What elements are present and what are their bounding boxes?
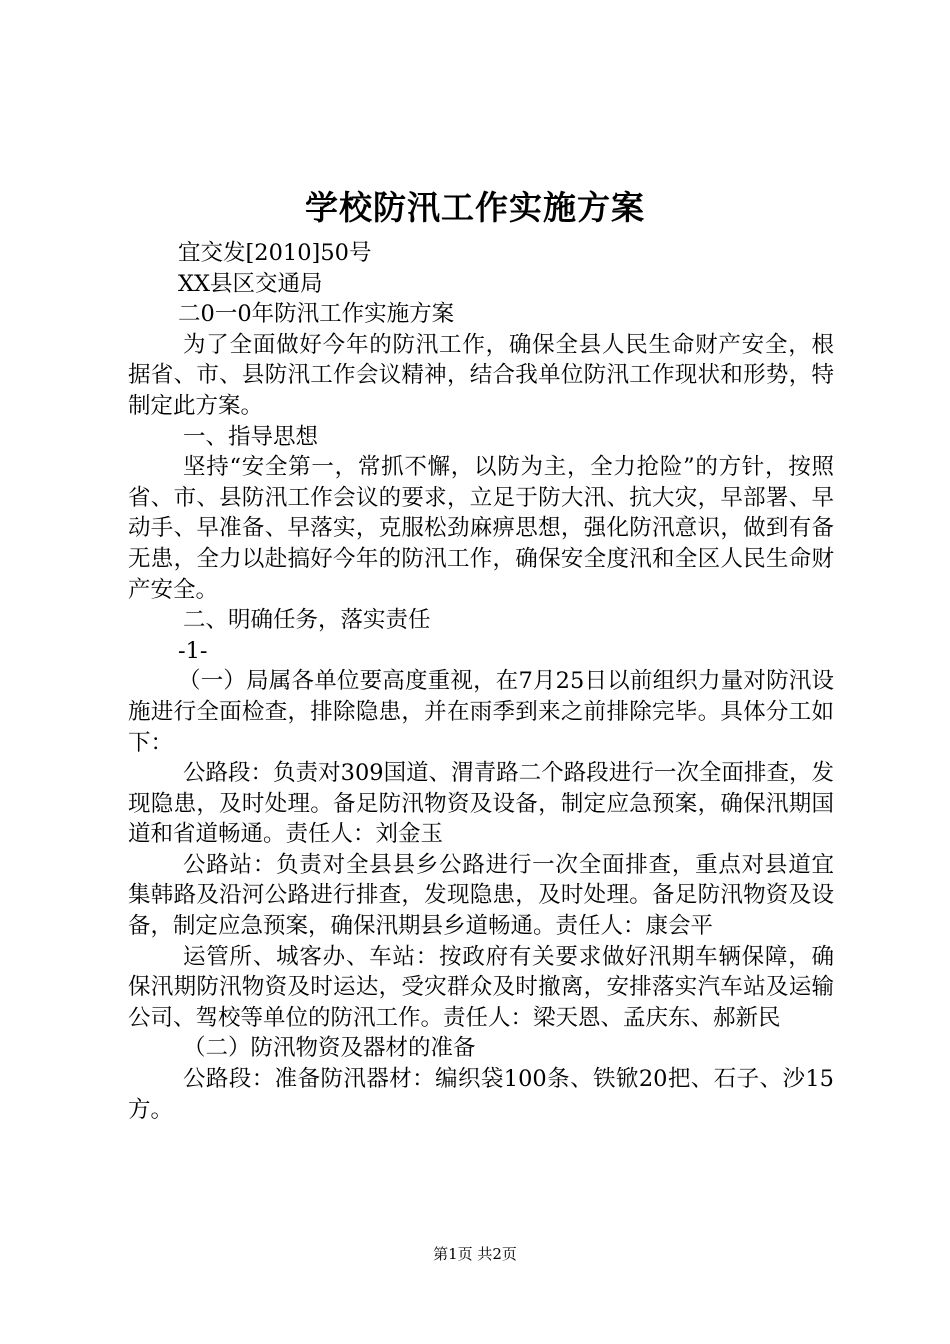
subsection-1-paragraph: （一）局属各单位要高度重视，在7月25日以前组织力量对防汛设施进行全面检查，排除隐患，并在雨季到来之前排除完毕。具体分工如下： bbox=[128, 668, 834, 756]
plan-subtitle: 二0一0年防汛工作实施方案 bbox=[178, 301, 455, 328]
materials-paragraph: 公路段：准备防汛器材：编织袋100条、铁锨20把、石子、沙15方。 bbox=[128, 1066, 834, 1123]
document-title: 学校防汛工作实施方案 bbox=[305, 188, 645, 227]
inline-page-number: -1- bbox=[178, 637, 208, 664]
highway-station-paragraph: 公路站：负责对全县县乡公路进行一次全面排查，重点对县道宜集韩路及沿河公路进行排查，发现隐患，及时处理。备足防汛物资及设备，制定应急预案，确保汛期县乡道畅通。责任人：康会平 bbox=[128, 851, 834, 940]
section-heading-2: 二、明确任务，落实责任 bbox=[183, 607, 431, 634]
highway-section-paragraph: 公路段：负责对309国道、渭青路二个路段进行一次全面排查，发现隐患，及时处理。备足防汛物资及设备，制定应急预案，确保汛期国道和省道畅通。责任人：刘金玉 bbox=[128, 760, 834, 848]
subsection-2-heading: （二）防汛物资及器材的准备 bbox=[183, 1035, 476, 1062]
document-body bbox=[128, 238, 834, 1125]
transport-office-paragraph: 运管所、城客办、车站：按政府有关要求做好汛期车辆保障，确保汛期防汛物资及时运达，受灾群众及时撤离，安排落实汽车站及运输公司、驾校等单位的防汛工作。责任人：梁天恩、孟庆东、郝新民 bbox=[128, 943, 834, 1031]
page-footer: 第1页 共2页 bbox=[433, 1245, 517, 1263]
guiding-principles-paragraph: 坚持“安全第一，常抓不懈，以防为主，全力抢险”的方针，按照省、市、县防汛工作会议的要求，立足于防大汛、抗大灾，早部署、早动手、早准备、早落实，克服松劲麻痹思想，强化防汛意识，做到有备无患，全力以赴搞好今年的防汛工作，确保安全度汛和全区人民生命财产安全。 bbox=[128, 454, 834, 603]
issuing-office: XX县区交通局 bbox=[178, 270, 323, 297]
doc-number: 宜交发[2010]50号 bbox=[178, 240, 372, 266]
section-heading-1: 一、指导思想 bbox=[183, 423, 319, 450]
intro-paragraph: 为了全面做好今年的防汛工作，确保全县人民生命财产安全，根据省、市、县防汛工作会议精神，结合我单位防汛工作现状和形势，特制定此方案。 bbox=[128, 331, 834, 419]
